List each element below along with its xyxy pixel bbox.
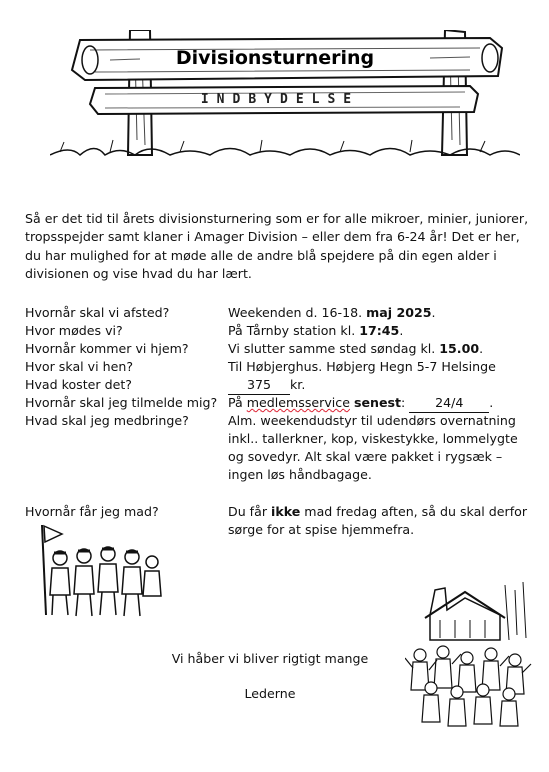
question-destination: Hvor skal vi hen? xyxy=(25,359,134,374)
question-food: Hvornår får jeg mad? xyxy=(25,504,159,519)
question-return: Hvornår kommer vi hjem? xyxy=(25,341,189,356)
medlemsservice-link[interactable]: medlemsservice xyxy=(246,395,350,410)
page-title: Divisionsturnering xyxy=(175,47,375,69)
answer-departure: Weekenden d. 16-18. maj 2025. xyxy=(228,305,436,320)
question-packing: Hvad skal jeg medbringe? xyxy=(25,413,189,428)
sign-subtitle: INDBYDELSE xyxy=(200,92,360,107)
question-price: Hvad koster det? xyxy=(25,377,132,392)
question-signup: Hvornår skal jeg tilmelde mig? xyxy=(25,395,218,410)
answer-destination: Til Høbjerghus. Høbjerg Hegn 5-7 Helsinge xyxy=(228,359,496,374)
answer-signup: På medlemsservice senest: 24/4 . xyxy=(228,394,533,413)
signup-deadline: 24/4 xyxy=(409,394,489,413)
answer-price: 375 kr. xyxy=(228,376,533,395)
question-departure: Hvornår skal vi afsted? xyxy=(25,305,170,320)
intro-paragraph: Så er det tid til årets divisionsturnering som er for alle mikroer, minier, juniorer, tropsspejder samt klaner i Amager Division – eller dem fra 6-24 år! Det er her, du har mulighed for at møde alle de andre blå spejdere på din egen alder i divisionen og vise hvad du har lært. xyxy=(25,211,529,281)
answer-meeting: På Tårnby station kl. 17:45. xyxy=(228,323,404,338)
answer-return: Vi slutter samme sted søndag kl. 15.00. xyxy=(228,341,484,356)
signature: Lederne xyxy=(244,686,296,701)
answer-packing: Alm. weekendudstyr til udendørs overnatning inkl.. tallerkner, kop, viskestykke, lommelygte og sovedyr. Alt skal være pakket i rygsæk – ingen løs håndbagage. xyxy=(228,413,518,482)
scouts-camp-illustration xyxy=(405,580,535,730)
answer-food: Du får ikke mad fredag aften, så du skal derfor sørge for at spise hjemmefra. xyxy=(228,504,528,537)
price-value: 375 xyxy=(228,376,290,395)
closing-message: Vi håber vi bliver rigtigt mange xyxy=(171,651,369,666)
scouts-group-illustration xyxy=(28,520,163,620)
question-meeting: Hvor mødes vi? xyxy=(25,323,123,338)
